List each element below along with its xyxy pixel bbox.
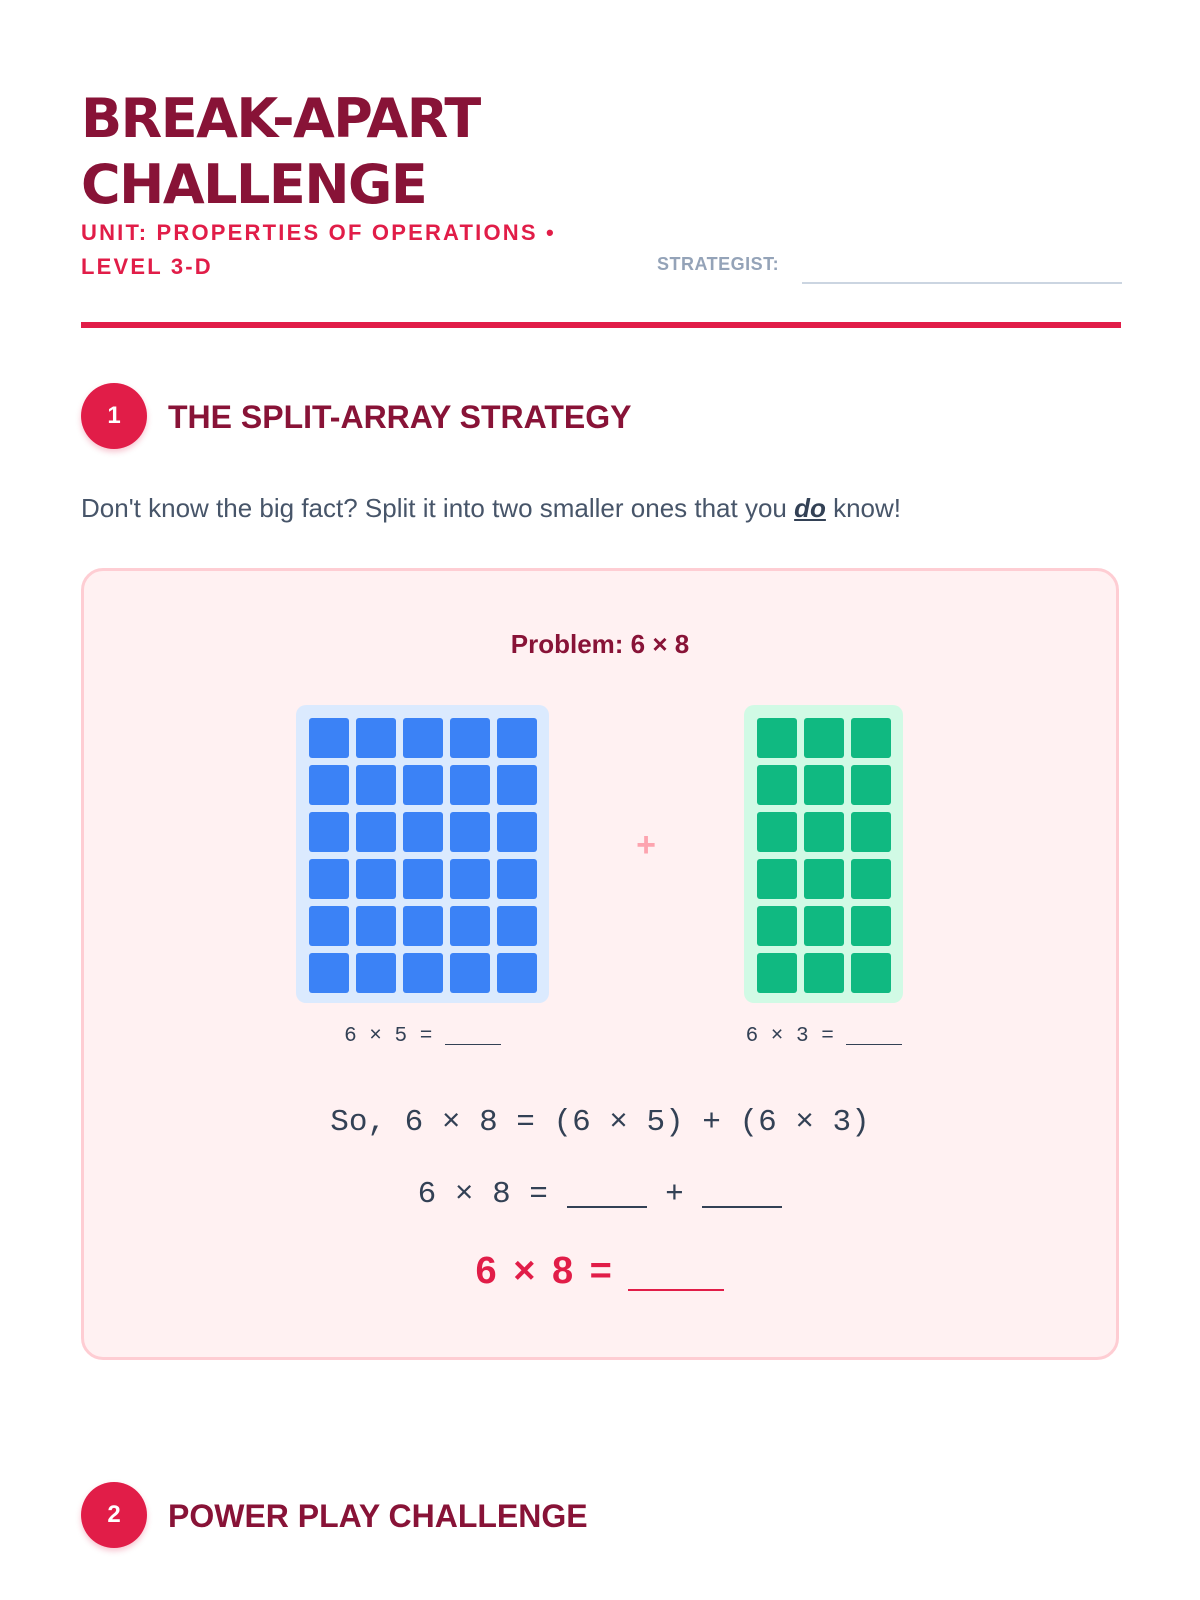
right-array-cell bbox=[851, 765, 891, 805]
right-array-cell bbox=[804, 765, 844, 805]
left-array-cell bbox=[356, 812, 396, 852]
section-1-heading bbox=[81, 383, 1121, 449]
right-array-cell bbox=[851, 859, 891, 899]
left-array-cell bbox=[497, 859, 537, 899]
section-2-number-badge: 2 bbox=[81, 1482, 147, 1548]
header-divider bbox=[81, 322, 1121, 328]
intro-text-start: Don't know the big fact? Split it into two smaller ones that you bbox=[81, 493, 795, 523]
partial-sum-plus: + bbox=[646, 1177, 703, 1212]
problem-title: Problem: 6 × 8 bbox=[510, 629, 690, 659]
left-array-cell bbox=[309, 718, 349, 758]
first-partial-blank[interactable] bbox=[567, 1176, 647, 1208]
unit-subtitle: UNIT: PROPERTIES OF OPERATIONS • LEVEL 3-D bbox=[81, 220, 556, 279]
right-fact-text: 6 × 3 = bbox=[745, 1025, 847, 1048]
left-array-cell bbox=[497, 812, 537, 852]
left-array-cell bbox=[356, 765, 396, 805]
left-array-cell bbox=[309, 953, 349, 993]
left-array-cell bbox=[403, 906, 443, 946]
left-fact bbox=[296, 1022, 549, 1051]
section-1-title: THE SPLIT-ARRAY STRATEGY bbox=[168, 399, 632, 435]
right-array-cell bbox=[804, 906, 844, 946]
partial-sum-prefix: 6 × 8 = bbox=[417, 1177, 567, 1212]
right-array-cell bbox=[757, 812, 797, 852]
right-array-cell bbox=[757, 906, 797, 946]
right-array-cell bbox=[851, 718, 891, 758]
left-array-cell bbox=[450, 765, 490, 805]
intro-text-end: know! bbox=[825, 493, 902, 523]
section-2-heading bbox=[81, 1482, 1121, 1548]
right-array-6-by-3 bbox=[744, 705, 903, 1003]
left-array-cell bbox=[450, 953, 490, 993]
final-answer-prefix: 6 × 8 = bbox=[475, 1250, 629, 1292]
left-array-cell bbox=[497, 906, 537, 946]
left-array-cell bbox=[403, 718, 443, 758]
final-answer-blank[interactable] bbox=[628, 1253, 724, 1291]
distributive-equation: So, 6 × 8 = (6 × 5) + (6 × 3) bbox=[330, 1105, 870, 1140]
second-partial-blank[interactable] bbox=[702, 1176, 782, 1208]
right-array-cell bbox=[804, 718, 844, 758]
left-array-cell bbox=[403, 859, 443, 899]
left-array-cell bbox=[450, 906, 490, 946]
left-array-cell bbox=[450, 859, 490, 899]
right-array-cell bbox=[851, 953, 891, 993]
left-array-cell bbox=[356, 953, 396, 993]
left-array-cell bbox=[356, 859, 396, 899]
section-1-intro bbox=[81, 490, 1121, 526]
left-array-cell bbox=[309, 765, 349, 805]
left-fact-answer-blank[interactable] bbox=[445, 1022, 501, 1045]
left-array-cell bbox=[309, 859, 349, 899]
right-array-cell bbox=[851, 906, 891, 946]
left-array-cell bbox=[450, 718, 490, 758]
plus-icon: + bbox=[636, 826, 656, 864]
right-array-cell bbox=[804, 953, 844, 993]
split-array-problem-card bbox=[81, 568, 1119, 1360]
section-1-number-badge: 1 bbox=[81, 383, 147, 449]
title-line-1: BREAK-APART bbox=[81, 87, 480, 150]
right-array-cell bbox=[757, 718, 797, 758]
right-array-cell bbox=[757, 765, 797, 805]
section-2-title: POWER PLAY CHALLENGE bbox=[168, 1498, 588, 1534]
worksheet-header bbox=[81, 86, 1121, 279]
strategist-field-group bbox=[657, 246, 1121, 286]
intro-emphasis: do bbox=[794, 493, 826, 523]
final-answer-equation bbox=[84, 1247, 1116, 1295]
right-fact-answer-blank[interactable] bbox=[846, 1022, 902, 1045]
right-fact bbox=[704, 1022, 944, 1051]
partial-sum-equation bbox=[84, 1175, 1116, 1215]
strategist-label: STRATEGIST: bbox=[657, 254, 780, 274]
left-array-cell bbox=[403, 765, 443, 805]
left-array-cell bbox=[497, 953, 537, 993]
right-array-cell bbox=[804, 859, 844, 899]
page-title bbox=[81, 86, 1121, 218]
left-array-cell bbox=[309, 906, 349, 946]
left-array-cell bbox=[403, 953, 443, 993]
right-array-cell bbox=[757, 859, 797, 899]
right-array-cell bbox=[851, 812, 891, 852]
left-array-cell bbox=[403, 812, 443, 852]
left-fact-text: 6 × 5 = bbox=[344, 1025, 445, 1048]
right-array-cell bbox=[757, 953, 797, 993]
left-array-cell bbox=[356, 718, 396, 758]
left-array-6-by-5 bbox=[296, 705, 549, 1003]
left-array-cell bbox=[497, 718, 537, 758]
title-line-2: CHALLENGE bbox=[81, 153, 427, 216]
strategist-name-input[interactable] bbox=[802, 246, 1122, 284]
left-array-cell bbox=[356, 906, 396, 946]
right-array-cell bbox=[804, 812, 844, 852]
left-array-cell bbox=[309, 812, 349, 852]
left-array-cell bbox=[450, 812, 490, 852]
left-array-cell bbox=[497, 765, 537, 805]
